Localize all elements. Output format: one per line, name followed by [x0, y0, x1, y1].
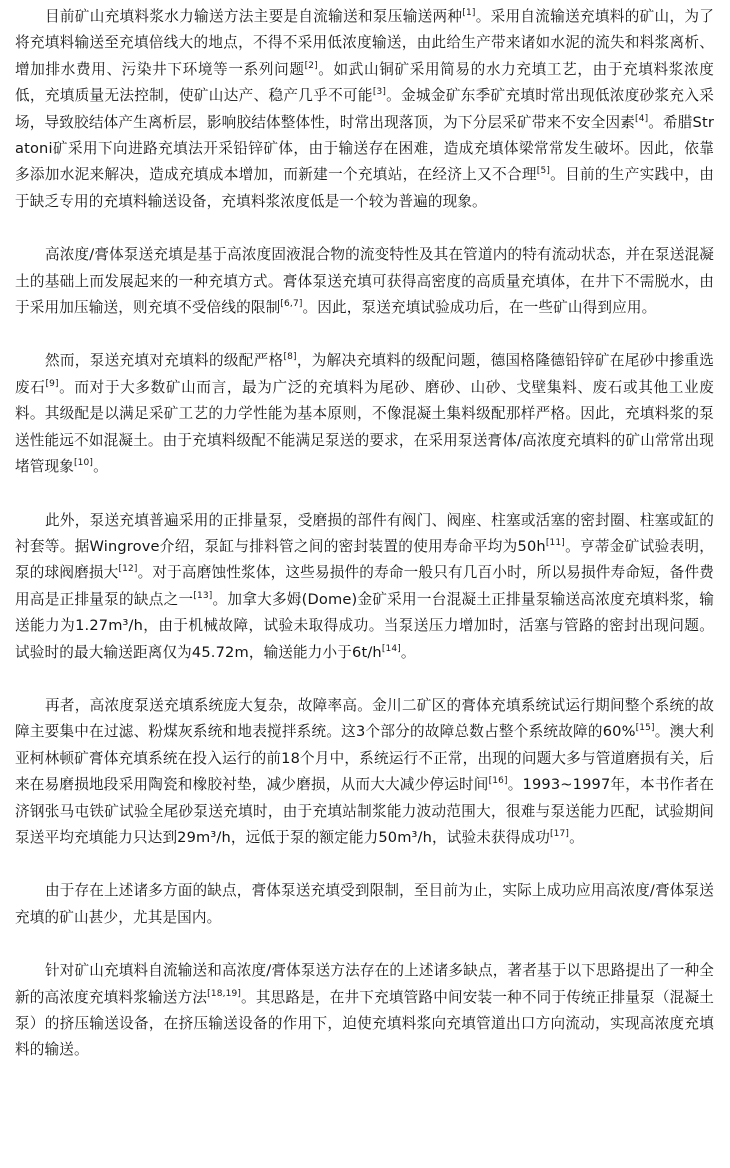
citation-marker: [2] — [304, 60, 318, 71]
paragraph-text: 。希腊Stratoni矿采用下向进路充填法开采铅锌矿体，由于输送存在困难，造成充填体梁常常发生破坏。因此，依靠多添加水泥来解决，造成充填成本增加，而新建一个充填站，在经济上又不合理 — [15, 113, 714, 184]
paragraph-text: 然而，泵送充填对充填料的级配严格 — [45, 352, 284, 370]
citation-marker: [14] — [381, 643, 401, 654]
paragraph-text: 此外，泵送充填普遍采用的正排量泵，受磨损的部件有阀门、阀座、柱塞或活塞的密封圈、柱塞或缸的衬套等。据Wingrove介绍，泵缸与排料管之间的密封装置的使用寿命平均为50h — [15, 511, 714, 555]
paragraph-text: 。加拿大多姆(Dome)金矿采用一台混凝土正排量泵输送高浓度充填料浆，输送能力为1.27m³/h，由于机械故障，试验未取得成功。当泵送压力增加时，活塞与管路的密封出现问题。试验时的最大输送距离仅为45.72m，输送能力小于6t/h — [15, 590, 714, 661]
paragraph-text: 再者，高浓度泵送充填系统庞大复杂，故障率高。金川二矿区的膏体充填系统试运行期间整个系统的故障主要集中在过滤、粉煤灰系统和地表搅拌系统。这3个部分的故障总数占整个系统故障的60% — [15, 696, 714, 741]
citation-marker: [1] — [462, 8, 476, 19]
paragraph-text: 。 — [400, 643, 416, 661]
paragraph-7 — [15, 958, 714, 1064]
citation-marker: [6,7] — [280, 299, 303, 310]
citation-marker: [3] — [372, 87, 387, 98]
citation-marker: [13] — [193, 590, 213, 601]
paragraph-text: 。其思路是，在井下充填管路中间安装一种不同于传统正排量泵（混凝土泵）的挤压输送设备，在挤压输送设备的作用下，迫使充填料浆向充填管道出口方向流动，实现高浓度充填料的输送。 — [15, 988, 714, 1059]
paragraph-6 — [15, 878, 714, 931]
paragraph-5 — [15, 693, 714, 851]
citation-marker: [9] — [45, 379, 59, 390]
paragraph-text: 目前矿山充填料浆水力输送方法主要是自流输送和泵压输送两种 — [45, 8, 463, 25]
paragraph-text: 高浓度/膏体泵送充填是基于高浓度固液混合物的流变特性及其在管道内的特有流动状态，并在泵送混凝土的基础上而发展起来的一种充填方式。膏体泵送充填可获得高密度的高质量充填体，在井下不需脱水，由于采用加压输送，则充填不受倍线的限制 — [15, 246, 714, 317]
paragraph-text: 。因此，泵送充填试验成功后，在一些矿山得到应用。 — [302, 299, 657, 317]
citation-marker: [10] — [73, 458, 94, 469]
paragraph-1 — [15, 4, 714, 215]
paragraph-text: 。如武山铜矿采用简易的水力充填工艺，由于充填料浆浓度低，充填质量无法控制，使矿山达产、稳产几乎不可能 — [15, 60, 714, 105]
paragraph-text: 。 — [569, 828, 584, 846]
paragraph-text: 。采用自流输送充填料的矿山，为了将充填料输送至充填倍线大的地点，不得不采用低浓度输送，由此给生产带来诸如水泥的流失和料浆离析、增加排水费用、污染井下环境等一系列问题 — [15, 8, 715, 78]
paragraph-3 — [15, 348, 714, 480]
paragraph-text: 。 — [93, 458, 108, 476]
paragraph-2 — [15, 242, 714, 321]
document-body — [15, 4, 714, 1064]
paragraph-text: 。1993~1997年，本书作者在济钢张马屯铁矿试验全尾砂泵送充填时，由于充填站制浆能力波动范围大，很难与泵送能力匹配，试验期间泵送平均充填能力只达到29m³/h，远低于泵的额定能力50m³/h，试验未获得成功 — [15, 776, 715, 846]
citation-marker: [4] — [635, 113, 649, 124]
citation-marker: [12] — [118, 564, 138, 575]
citation-marker: [8] — [283, 352, 297, 363]
citation-marker: [15] — [635, 723, 655, 734]
paragraph-text: 。目前的生产实践中，由于缺乏专用的充填料输送设备，充填料浆浓度低是一个较为普遍的现象。 — [15, 166, 714, 210]
paragraph-text: 针对矿山充填料自流输送和高浓度/膏体泵送方法存在的上述诸多缺点，著者基于以下思路提出了一种全新的高浓度充填料浆输送方法 — [15, 962, 714, 1006]
citation-marker: [11] — [545, 538, 565, 549]
paragraph-text: 。金城金矿东季矿充填时常出现低浓度砂浆充入采场，导致胶结体产生离析层，影响胶结体整体性，时常出现落顶，为下分层采矿带来不安全因素 — [15, 87, 714, 131]
citation-marker: [17] — [549, 829, 570, 840]
citation-marker: [16] — [488, 776, 508, 787]
paragraph-4 — [15, 508, 714, 666]
citation-marker: [18,19] — [207, 988, 241, 999]
paragraph-text: 。对于高磨蚀性浆体，这些易损件的寿命一般只有几百小时，所以易损件寿命短，备件费用高是正排量泵的缺点之一 — [15, 564, 714, 608]
paragraph-text: 。澳大利亚柯林顿矿膏体充填系统在投入运行的前18个月中，系统运行不正常，出现的问题大多与管道磨损有关，后来在易磨损地段采用陶瓷和橡胶衬垫，减少磨损，从而大大减少停运时间 — [15, 723, 714, 794]
paragraph-text: ，为解决充填料的级配问题，德国格隆德铅锌矿在尾砂中掺重选废石 — [15, 352, 715, 396]
paragraph-text: 由于存在上述诸多方面的缺点，膏体泵送充填受到限制，至目前为止，实际上成功应用高浓度/膏体泵送充填的矿山甚少，尤其是国内。 — [15, 882, 714, 926]
paragraph-text: 。亨蒂金矿试验表明，泵的球阀磨损大 — [15, 537, 714, 582]
citation-marker: [5] — [536, 166, 550, 177]
paragraph-text: 。而对于大多数矿山而言，最为广泛的充填料为尾砂、磨砂、山砂、戈壁集料、废石或其他工业废料。其级配是以满足采矿工艺的力学性能为基本原则，不像混凝土集料级配那样严格。因此，充填料浆的泵送性能远不如混凝土。由于充填料级配不能满足泵送的要求，在采用泵送膏体/高浓度充填料的矿山常常出现堵管现象 — [15, 378, 714, 476]
